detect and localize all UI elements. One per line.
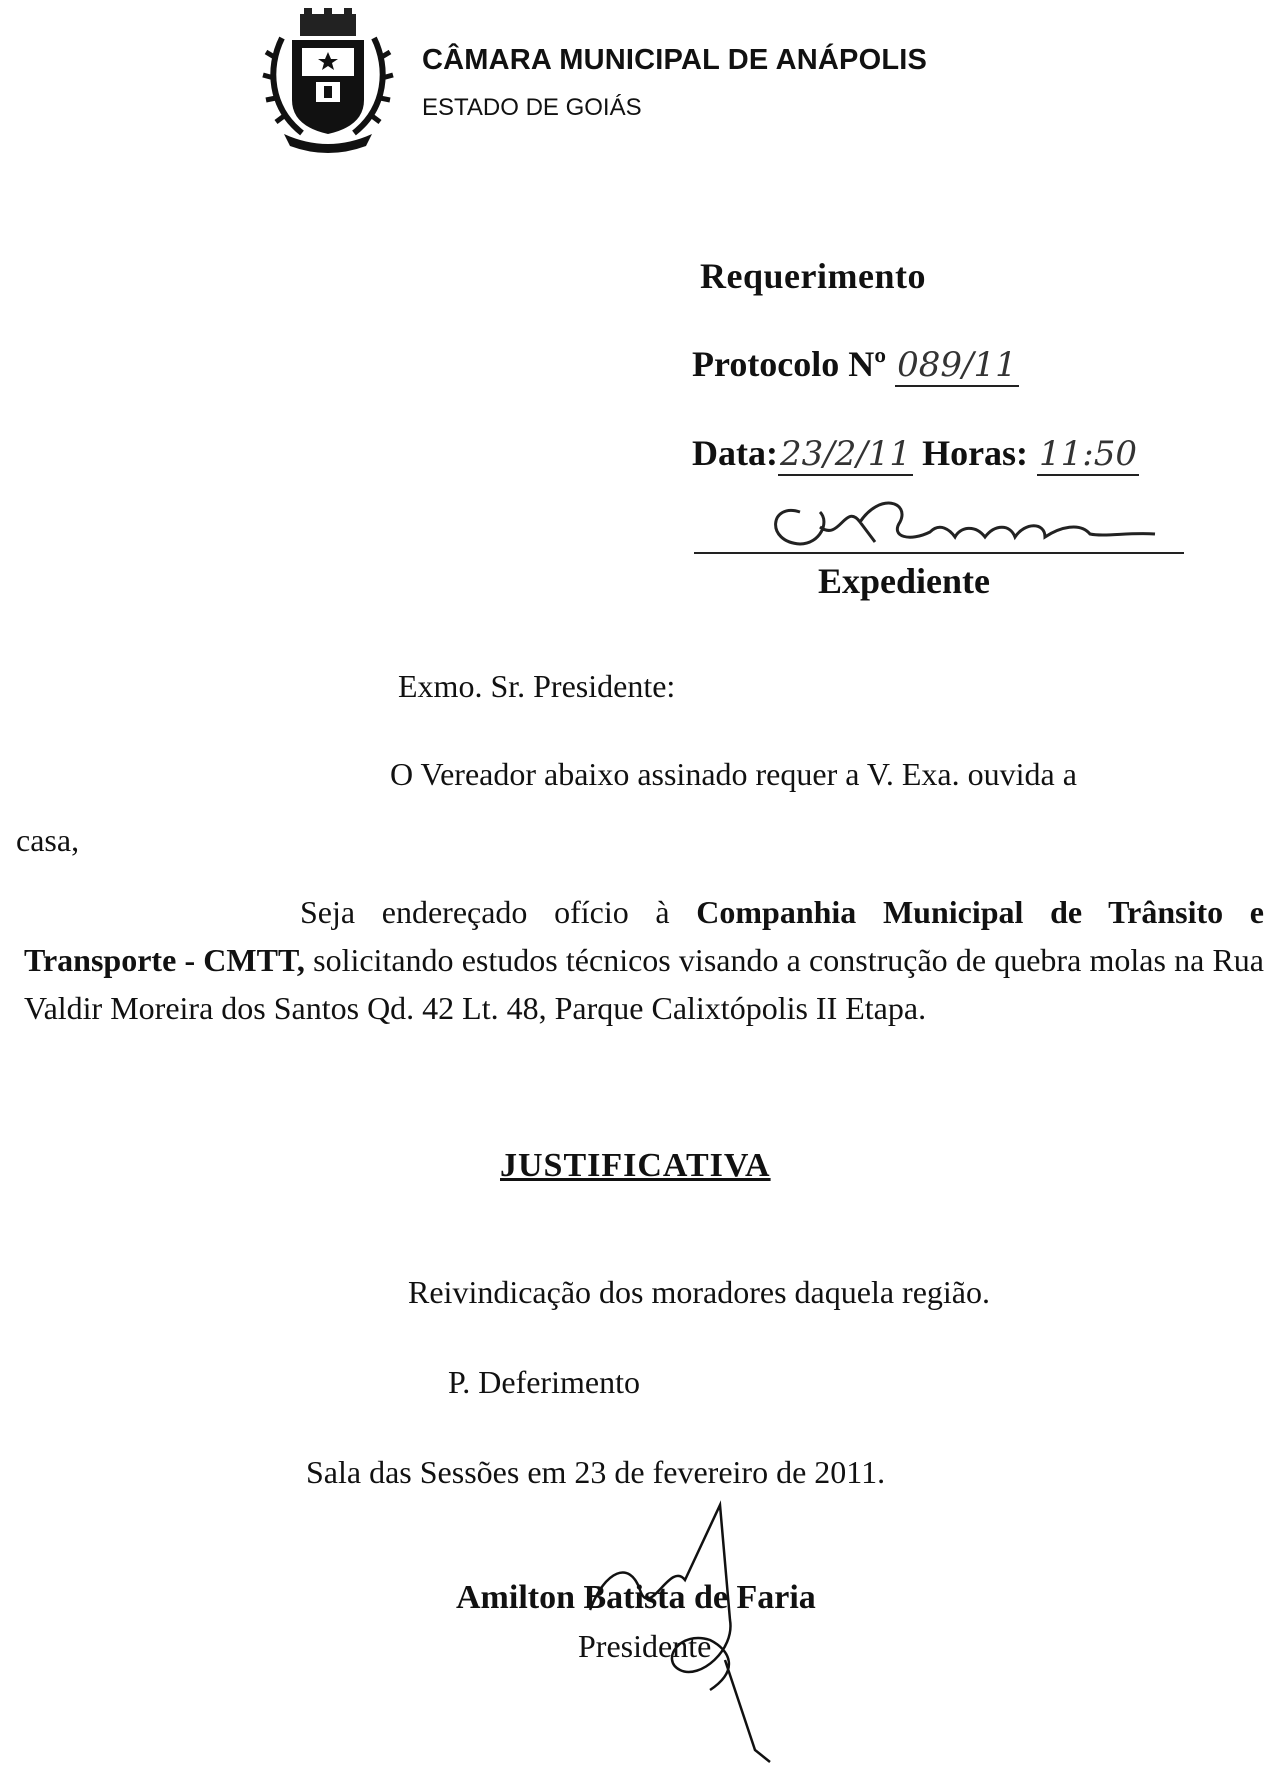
signer-name: Amilton Batista de Faria (456, 1579, 816, 1616)
intro-line: O Vereador abaixo assinado requer a V. Exa. ouvida a (390, 756, 1077, 792)
protocol-row (692, 343, 1019, 387)
date-value: 23/2/11 (779, 434, 912, 474)
request-recipient: Companhia Municipal de Trânsito e Transporte - CMTT, (24, 894, 1264, 978)
request-text-end: solicitando estudos técnicos visando a construção de quebra molas na Rua Valdir Moreira dos Santos Qd. 42 Lt. 48, Parque Calixtópolis II Etapa. (24, 942, 1265, 1026)
protocol-label: Protocolo Nº (692, 344, 887, 384)
protocol-number: 089/11 (897, 345, 1017, 385)
department-label: Expediente (818, 561, 991, 601)
institution-title: CÂMARA MUNICIPAL DE ANÁPOLIS (422, 44, 928, 76)
coat-of-arms-emblem (262, 8, 394, 154)
salutation: Exmo. Sr. Presidente: (398, 668, 676, 704)
place-and-date: Sala das Sessões em 23 de fevereiro de 2011. (306, 1454, 886, 1490)
justification-text: Reivindicação dos moradores daquela região. (408, 1274, 990, 1310)
request-text-start: Seja endereçado ofício à (300, 894, 697, 930)
institution-subtitle: ESTADO DE GOIÁS (422, 94, 642, 121)
signature-line (694, 552, 1184, 554)
hours-label: Horas: (922, 433, 1029, 473)
date-hours-row (692, 432, 1139, 476)
signer-role: Presidente (578, 1628, 712, 1664)
intro-line-continued: casa, (16, 822, 80, 858)
clerk-signature (760, 482, 1180, 562)
date-label: Data: (692, 433, 778, 473)
hours-value: 11:50 (1039, 434, 1138, 474)
closing-formula: P. Deferimento (448, 1364, 640, 1400)
justification-heading: JUSTIFICATIVA (500, 1147, 771, 1184)
document-type-title: Requerimento (700, 256, 926, 296)
request-paragraph (24, 888, 1264, 1032)
